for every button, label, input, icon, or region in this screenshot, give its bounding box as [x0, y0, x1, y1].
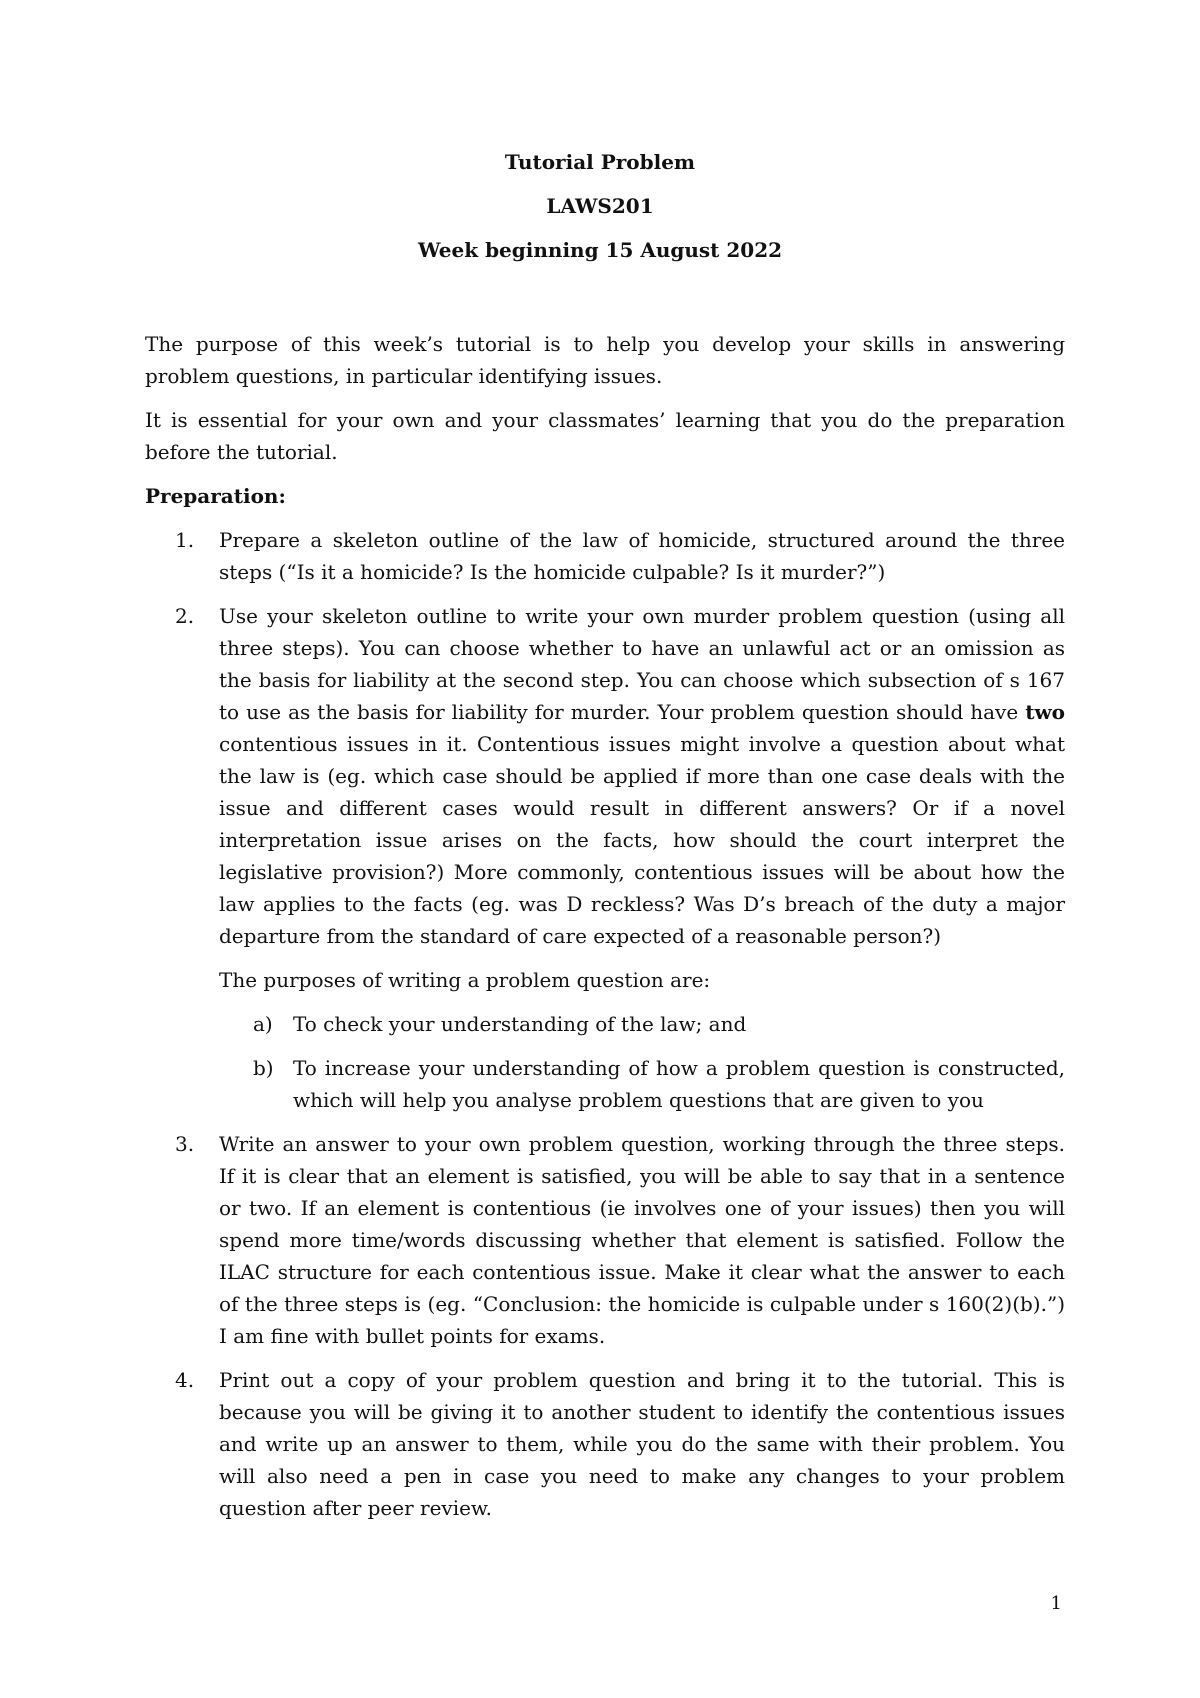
- document-header: [0, 146, 1200, 278]
- item-text-part: Use your skeleton outline to write your own murder problem question (using all three steps). You can choose whether to have an unlawful act or an omission as the basis for liability at the second step. You can choose which subsection of s 167 to use as the basis for liability for murder. Your problem question should have: [219, 604, 1065, 724]
- sublist-marker: a): [253, 1012, 273, 1036]
- sublist-item-text: To check your understanding of the law; and: [293, 1012, 747, 1036]
- sublist-item-b: [253, 1052, 1065, 1116]
- list-marker: 1.: [175, 528, 195, 552]
- page-number: 1: [1050, 1593, 1062, 1614]
- sublist-marker: b): [253, 1056, 274, 1080]
- list-marker: 4.: [175, 1368, 195, 1392]
- week-label: Week beginning 15 August 2022: [417, 238, 783, 262]
- list-marker: 3.: [175, 1132, 195, 1156]
- intro-paragraph-2: It is essential for your own and your classmates’ learning that you do the preparation before the tutorial.: [145, 408, 1065, 464]
- preparation-item-text: Prepare a skeleton outline of the law of homicide, structured around the three steps (“Is it a homicide? Is the homicide culpable? Is it murder?”): [219, 528, 1065, 584]
- preparation-item-4: [145, 1364, 1065, 1524]
- preparation-item-text: Print out a copy of your problem question and bring it to the tutorial. This is because you will be giving it to another student to identify the contentious issues and write up an answer to them, while you do the same with their problem. You will also need a pen in case you need to make any changes to your problem question after peer review.: [219, 1368, 1065, 1520]
- preparation-item-3: [145, 1128, 1065, 1352]
- document-body: [145, 328, 1065, 1536]
- sublist-item-a: [253, 1008, 1065, 1040]
- item-text-part: contentious issues in it. Contentious issues might involve a question about what the law is (eg. which case should be applied if more than one case deals with the issue and different cases would result in different answers? Or if a novel interpretation issue arises on the facts, how should the court interpret the legislative provision?) More commonly, contentious issues will be about how the law applies to the facts (eg. was D reckless? Was D’s breach of the duty a major departure from the standard of care expected of a reasonable person?): [219, 732, 1065, 948]
- preparation-item-text: Write an answer to your own problem question, working through the three steps. If it is clear that an element is satisfied, you will be able to say that in a sentence or two. If an element is contentious (ie involves one of your issues) then you will spend more time/words discussing whether that element is satisfied. Follow the ILAC structure for each contentious issue. Make it clear what the answer to each of the three steps is (eg. “Conclusion: the homicide is culpable under s 160(2)(b).”) I am fine with bullet points for exams.: [219, 1132, 1065, 1348]
- preparation-item-text: [219, 600, 1065, 952]
- emphasis-text: two: [1025, 700, 1065, 724]
- purposes-sublist: [219, 1008, 1065, 1116]
- sublist-item-text: To increase your understanding of how a problem question is constructed, which will help you analyse problem questions that are given to you: [293, 1056, 1065, 1112]
- preparation-list: [145, 524, 1065, 1524]
- document-title: Tutorial Problem: [504, 150, 696, 174]
- list-marker: 2.: [175, 604, 195, 628]
- preparation-item-1: [145, 524, 1065, 588]
- sub-intro-text: The purposes of writing a problem question are:: [219, 968, 711, 992]
- preparation-item-2: [145, 600, 1065, 1116]
- course-code: LAWS201: [546, 194, 654, 218]
- intro-paragraph-1: The purpose of this week’s tutorial is to help you develop your skills in answering problem questions, in particular identifying issues.: [145, 332, 1065, 388]
- preparation-heading: Preparation:: [145, 484, 286, 508]
